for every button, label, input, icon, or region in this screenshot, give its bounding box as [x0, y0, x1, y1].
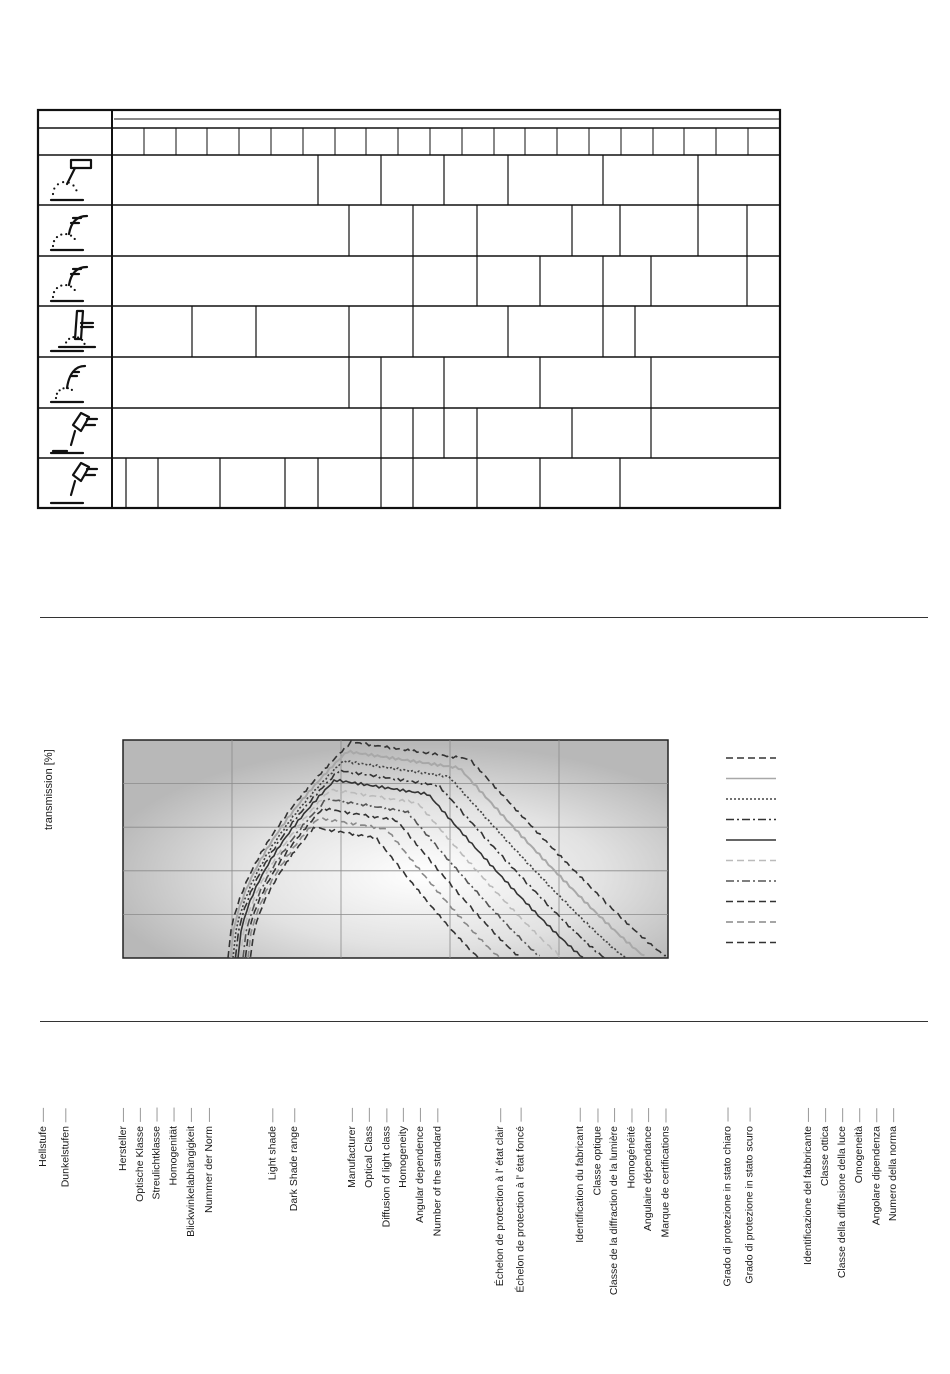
legend-label: Échelon de protection à l' état clair	[494, 1108, 506, 1286]
label-leader-line	[665, 1108, 666, 1122]
divider-top	[40, 617, 928, 618]
label-leader-line	[520, 1108, 521, 1122]
label-leader-line	[294, 1108, 295, 1122]
legend-label: Classe de la diffraction de la lumière	[608, 1108, 620, 1295]
label-leader-line	[579, 1108, 580, 1122]
table-border	[38, 110, 780, 508]
legend-label: Identificazione del fabbricante	[802, 1108, 814, 1265]
label-leader-line	[727, 1108, 728, 1122]
legend-label: Number of the standard	[431, 1108, 443, 1236]
label-leader-line	[272, 1108, 273, 1122]
label-leader-line	[419, 1108, 420, 1122]
label-leader-line	[631, 1108, 632, 1122]
legend-label: Classe optique	[591, 1108, 603, 1195]
plot-area	[123, 740, 668, 958]
legend-label: Angular dependence	[414, 1108, 426, 1223]
label-leader-line	[597, 1108, 598, 1122]
label-leader-line	[842, 1108, 843, 1122]
legend-label: Classe ottica	[819, 1108, 831, 1186]
gas-welding-torch-icon	[51, 160, 91, 200]
mma-electrode-icon	[51, 216, 87, 250]
label-leader-line	[825, 1108, 826, 1122]
legend-label: Dark Shade range	[288, 1108, 300, 1211]
label-leader-line	[139, 1108, 140, 1122]
process-icons	[51, 160, 97, 503]
label-leader-line	[500, 1108, 501, 1122]
legend-label: Omogeneità	[853, 1108, 865, 1183]
legend-label: Diffusion of light class	[380, 1108, 392, 1227]
label-leader-line	[156, 1108, 157, 1122]
divider-bottom	[40, 1021, 928, 1022]
label-leader-line	[402, 1108, 403, 1122]
label-leader-line	[65, 1108, 66, 1122]
label-leader-line	[351, 1108, 352, 1122]
legend-label: Blickwinkelabhängigkeit	[185, 1108, 197, 1237]
plasma-cutting-icon	[51, 366, 85, 402]
legend-label: Numero della norma	[887, 1108, 899, 1221]
legend-label: Hersteller	[117, 1108, 129, 1171]
label-leader-line	[437, 1108, 438, 1122]
label-leader-line	[893, 1108, 894, 1122]
label-leader-line	[386, 1108, 387, 1122]
legend-label: Dunkelstufen	[59, 1108, 71, 1187]
legend-label: Grado di protezione in stato scuro	[744, 1108, 756, 1284]
label-leader-line	[368, 1108, 369, 1122]
shade-table	[0, 0, 950, 520]
legend-label: Grado di protezione in stato chiaro	[722, 1108, 734, 1287]
gouging-icon	[51, 463, 97, 503]
legend-label: Optische Klasse	[134, 1108, 146, 1202]
label-leader-line	[42, 1108, 43, 1122]
legend-label: Homogeneity	[397, 1108, 409, 1188]
mig-torch-icon	[51, 267, 87, 301]
legend-label: Light shade	[266, 1108, 278, 1180]
tig-torch-icon	[51, 311, 95, 351]
label-leader-line	[173, 1108, 174, 1122]
label-leader-line	[614, 1108, 615, 1122]
label-leader-line	[876, 1108, 877, 1122]
label-leader-line	[807, 1108, 808, 1122]
legend-label: Classe della diffusione della luce	[836, 1108, 848, 1278]
legend-label: Manufacturer	[346, 1108, 358, 1188]
legend-label: Nummer der Norm	[203, 1108, 215, 1213]
chart-y-axis-label: transmission [%]	[43, 749, 55, 830]
label-leader-line	[648, 1108, 649, 1122]
transmission-chart	[0, 700, 950, 1000]
label-leader-line	[749, 1108, 750, 1122]
legend-label: Homogénéité	[625, 1108, 637, 1188]
label-leader-line	[190, 1108, 191, 1122]
legend-label: Identification du fabricant	[574, 1108, 586, 1243]
legend-label: Optical Class	[363, 1108, 375, 1188]
legend-label: Streulichtklasse	[151, 1108, 163, 1200]
legend-label: Hellstufe	[37, 1108, 49, 1167]
label-leader-line	[208, 1108, 209, 1122]
legend-label: Angolare dipendenza	[870, 1108, 882, 1225]
table-grid	[38, 110, 780, 508]
legend-label: Angulaire dépendance	[642, 1108, 654, 1231]
label-leader-line	[859, 1108, 860, 1122]
legend-label: Homogenität	[168, 1108, 180, 1186]
plasma-welding-icon	[51, 413, 97, 453]
legend-label: Échelon de protection à l' état foncé	[515, 1108, 527, 1293]
legend-label: Marque de certifications	[659, 1108, 671, 1237]
label-leader-line	[122, 1108, 123, 1122]
chart-legend	[726, 758, 776, 943]
